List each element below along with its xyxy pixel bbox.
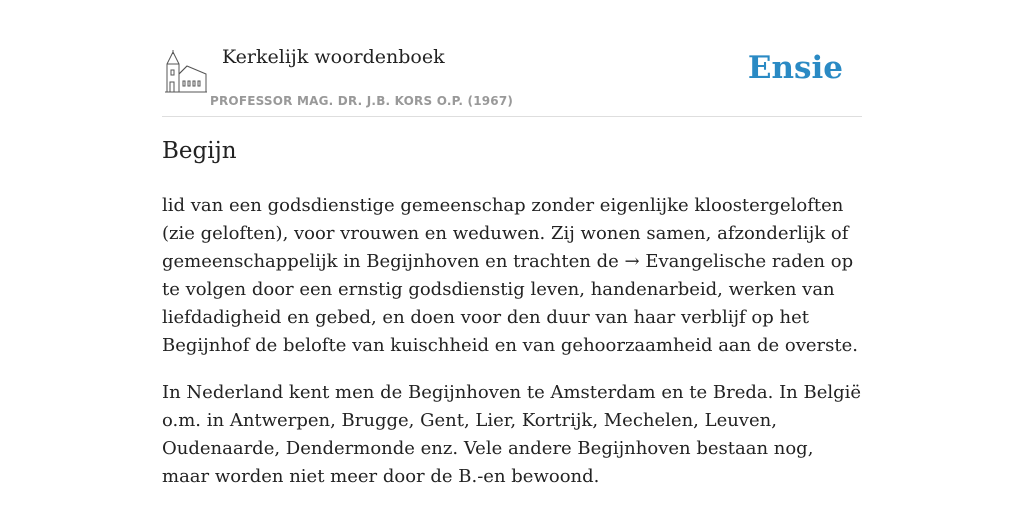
locations-paragraph: In Nederland kent men de Begijnhoven te Amsterdam en te Breda. In België o.m. in Antwerpen, Brugge, Gent, Lier, Kortrijk, Mechelen, Leuven, Oudenaarde, Dendermonde enz. Vele andere Begijnhoven bestaan nog, maar worden niet meer door de B.-en bewoond.: [162, 382, 862, 487]
entry-title: Begijn: [162, 138, 237, 164]
definition-paragraph: [162, 192, 862, 360]
definition-text-end: op te volgen door een ernstig godsdienstig leven, handenarbeid, werken van liefdadigheid en gebed, en doen voor den duur van haar verblijf op het Begijnhof de belofte van kuischheid en van gehoorzaamheid aan de overste.: [162, 251, 858, 356]
author-line: PROFESSOR MAG. DR. J.B. KORS O.P. (1967): [210, 94, 514, 108]
book-title[interactable]: Kerkelijk woordenboek: [222, 46, 445, 68]
ensie-logo-link[interactable]: Ensie: [747, 50, 843, 86]
arrow-icon: →: [624, 251, 640, 272]
church-icon: [165, 50, 207, 94]
book-header: [162, 40, 862, 117]
evangelische-raden-link[interactable]: Evangelische raden: [645, 251, 826, 272]
entry-content: [162, 192, 862, 510]
definition-text-start: lid van een godsdienstige gemeenschap zonder eigenlijke kloostergeloften (zie geloften), voor vrouwen en weduwen. Zij wonen samen, afzonderlijk of gemeenschappelijk in Begijnhoven en trachten de: [162, 195, 849, 272]
